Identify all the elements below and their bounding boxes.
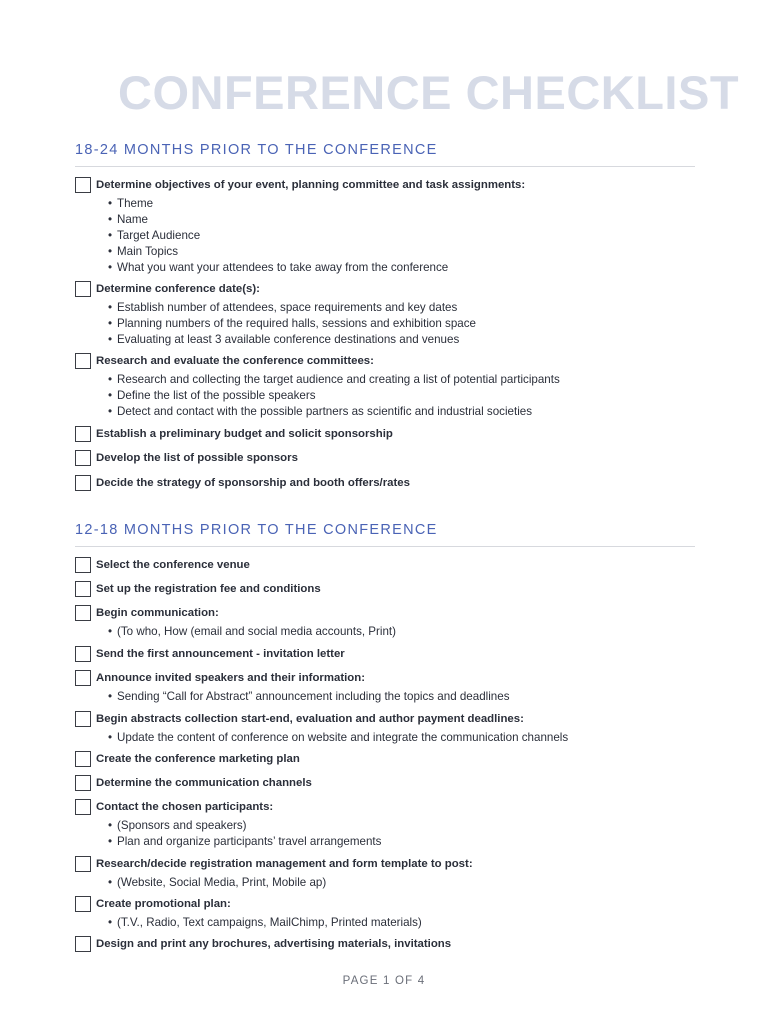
checklist-item bbox=[75, 427, 715, 445]
item-label: Establish a preliminary budget and solicit sponsorship bbox=[96, 428, 393, 440]
page-number: PAGE 1 OF 4 bbox=[342, 975, 426, 987]
bullet-item: • Name bbox=[108, 213, 148, 226]
checklist-item bbox=[75, 647, 715, 665]
checklist-item bbox=[75, 606, 715, 640]
bullet-item: • Update the content of conference on website and integrate the communication channels bbox=[108, 731, 569, 744]
bullet-list bbox=[75, 624, 715, 640]
bullet-item: • Detect and contact with the possible partners as scientific and industrial societies bbox=[108, 405, 533, 418]
checklist-item bbox=[75, 582, 715, 600]
checkbox[interactable] bbox=[75, 896, 91, 912]
bullet-list bbox=[75, 915, 715, 931]
checkbox[interactable] bbox=[75, 605, 91, 621]
checkbox[interactable] bbox=[75, 856, 91, 872]
checkbox[interactable] bbox=[75, 646, 91, 662]
bullet-item: • (Website, Social Media, Print, Mobile ap) bbox=[108, 876, 327, 889]
checkbox[interactable] bbox=[75, 475, 91, 491]
checklist-item bbox=[75, 712, 715, 746]
checklist-item bbox=[75, 476, 715, 494]
section-divider bbox=[75, 166, 695, 167]
checkbox[interactable] bbox=[75, 177, 91, 193]
checkbox[interactable] bbox=[75, 936, 91, 952]
bullet-item: • Theme bbox=[108, 197, 154, 210]
item-label: Research/decide registration management and form template to post: bbox=[96, 858, 473, 870]
item-label: Create promotional plan: bbox=[96, 898, 231, 910]
item-label: Begin abstracts collection start-end, evaluation and author payment deadlines: bbox=[96, 713, 524, 725]
checklist-item bbox=[75, 671, 715, 705]
page-title: CONFERENCE CHECKLIST bbox=[118, 66, 740, 119]
section-header-12-18: 12-18 MONTHS PRIOR TO THE CONFERENCE bbox=[75, 522, 438, 538]
bullet-list bbox=[75, 875, 715, 891]
section-divider bbox=[75, 546, 695, 547]
bullet-item: • Research and collecting the target audience and creating a list of potential participants bbox=[108, 373, 560, 386]
bullet-list bbox=[75, 300, 715, 348]
item-label: Send the first announcement - invitation letter bbox=[96, 648, 345, 660]
bullet-list bbox=[75, 730, 715, 746]
checkbox[interactable] bbox=[75, 281, 91, 297]
checklist-item bbox=[75, 451, 715, 469]
item-label: Contact the chosen participants: bbox=[96, 801, 274, 813]
item-label: Create the conference marketing plan bbox=[96, 753, 300, 765]
bullet-item: • Define the list of the possible speakers bbox=[108, 389, 316, 402]
bullet-item: • Evaluating at least 3 available conference destinations and venues bbox=[108, 333, 460, 346]
checklist-item bbox=[75, 282, 715, 348]
section-header-18-24: 18-24 MONTHS PRIOR TO THE CONFERENCE bbox=[75, 142, 438, 158]
checkbox[interactable] bbox=[75, 426, 91, 442]
bullet-item: • Plan and organize participants’ travel arrangements bbox=[108, 835, 382, 848]
checklist-item bbox=[75, 354, 715, 420]
checkbox[interactable] bbox=[75, 353, 91, 369]
bullet-item: • (Sponsors and speakers) bbox=[108, 819, 247, 832]
checkbox[interactable] bbox=[75, 581, 91, 597]
bullet-item: • Sending “Call for Abstract” announcement including the topics and deadlines bbox=[108, 690, 510, 703]
checkbox[interactable] bbox=[75, 799, 91, 815]
bullet-list bbox=[75, 818, 715, 850]
checkbox[interactable] bbox=[75, 775, 91, 791]
item-label: Select the conference venue bbox=[96, 559, 250, 571]
checkbox[interactable] bbox=[75, 557, 91, 573]
checkbox[interactable] bbox=[75, 450, 91, 466]
item-label: Research and evaluate the conference committees: bbox=[96, 355, 374, 367]
bullet-list bbox=[75, 196, 715, 276]
item-label: Set up the registration fee and conditions bbox=[96, 583, 321, 595]
item-label: Determine objectives of your event, planning committee and task assignments: bbox=[96, 179, 526, 191]
checklist-item bbox=[75, 937, 715, 955]
checklist-item bbox=[75, 857, 715, 891]
bullet-item: • Establish number of attendees, space requirements and key dates bbox=[108, 301, 458, 314]
bullet-item: • Planning numbers of the required halls, sessions and exhibition space bbox=[108, 317, 476, 330]
bullet-list bbox=[75, 372, 715, 420]
checklist-item bbox=[75, 178, 715, 276]
checkbox[interactable] bbox=[75, 711, 91, 727]
bullet-item: • Main Topics bbox=[108, 245, 179, 258]
checklist-item bbox=[75, 776, 715, 794]
item-label: Design and print any brochures, advertising materials, invitations bbox=[96, 938, 452, 950]
bullet-list bbox=[75, 689, 715, 705]
checkbox[interactable] bbox=[75, 751, 91, 767]
checklist-item bbox=[75, 897, 715, 931]
item-label: Begin communication: bbox=[96, 607, 219, 619]
item-label: Decide the strategy of sponsorship and booth offers/rates bbox=[96, 477, 410, 489]
checklist-item bbox=[75, 558, 715, 576]
bullet-item: • (To who, How (email and social media accounts, Print) bbox=[108, 625, 397, 638]
item-label: Develop the list of possible sponsors bbox=[96, 452, 298, 464]
checkbox[interactable] bbox=[75, 670, 91, 686]
item-label: Determine the communication channels bbox=[96, 777, 312, 789]
bullet-item: • Target Audience bbox=[108, 229, 201, 242]
bullet-item: • What you want your attendees to take away from the conference bbox=[108, 261, 449, 274]
bullet-item: • (T.V., Radio, Text campaigns, MailChimp, Printed materials) bbox=[108, 916, 422, 929]
checklist-item bbox=[75, 752, 715, 770]
checklist-item bbox=[75, 800, 715, 850]
item-label: Announce invited speakers and their information: bbox=[96, 672, 365, 684]
item-label: Determine conference date(s): bbox=[96, 283, 260, 295]
